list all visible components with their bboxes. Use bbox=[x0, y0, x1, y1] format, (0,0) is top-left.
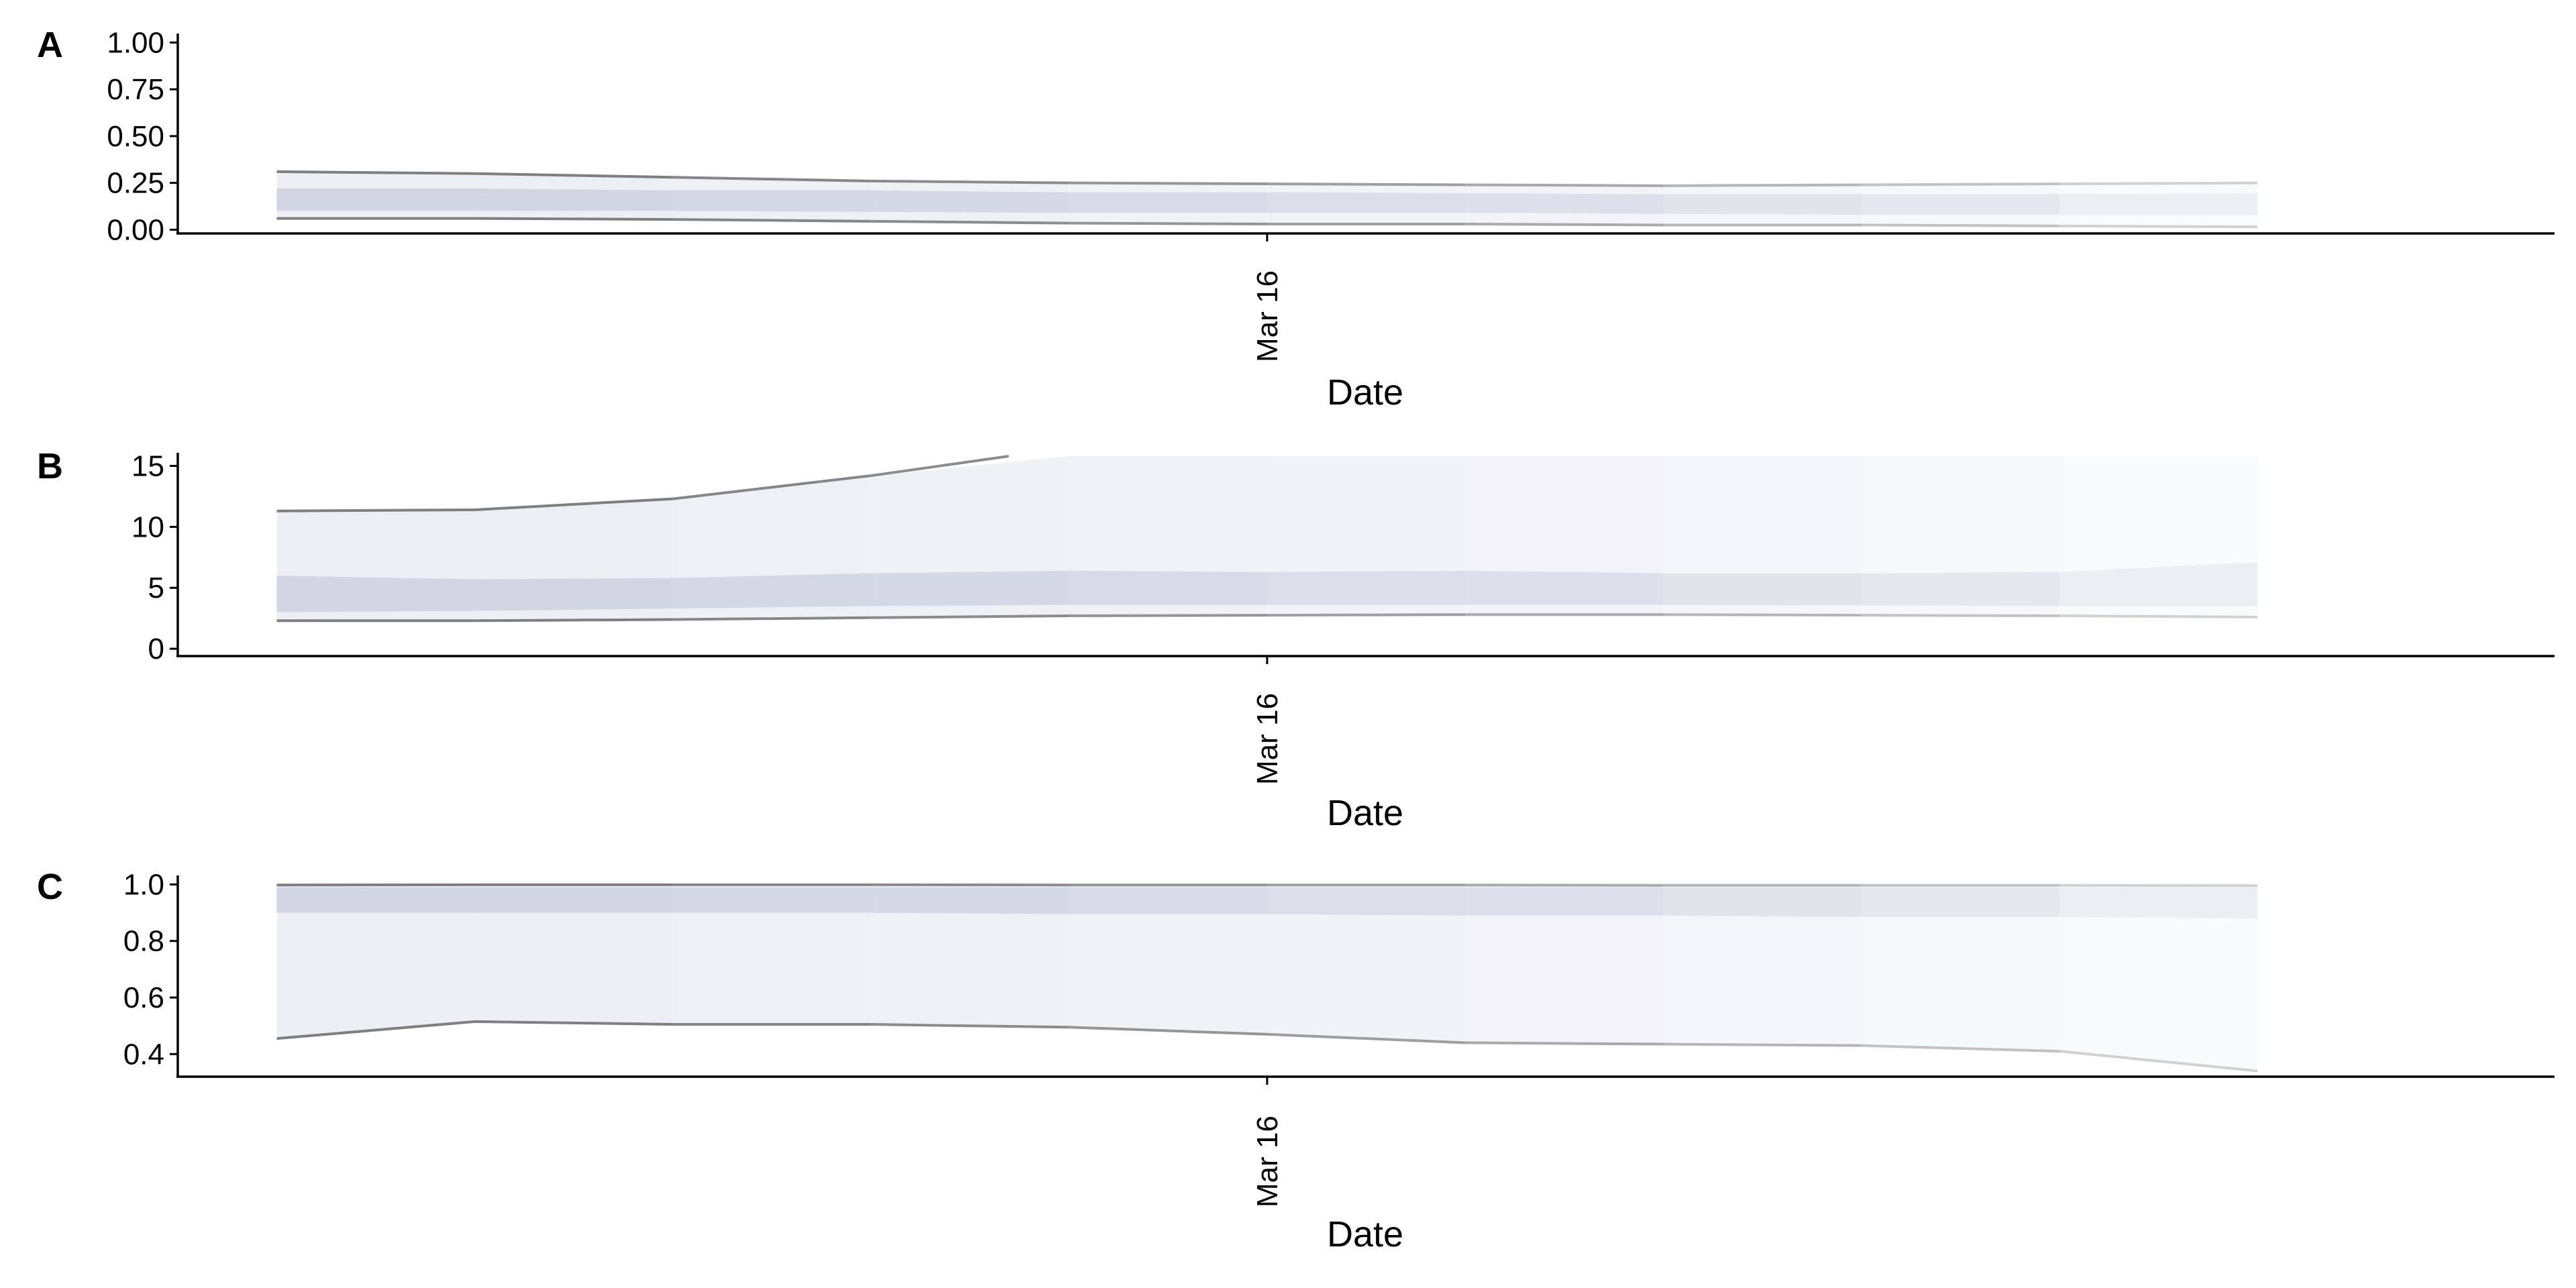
panel-a-plot bbox=[277, 172, 2258, 227]
panel-b-x-title: Date bbox=[1326, 793, 1404, 833]
panel-a-outer-lower-line bbox=[673, 219, 871, 221]
panel-a-x-tick-label: Mar 16 bbox=[1250, 270, 1284, 362]
panel-a-x-axis bbox=[176, 233, 2555, 362]
panel-b-outer-lower-line bbox=[1267, 614, 1465, 615]
panel-b-letter: B bbox=[37, 446, 63, 486]
panel-a-inner-band-segment bbox=[2059, 193, 2257, 215]
panel-c-y-tick-label: 1.0 bbox=[123, 868, 164, 902]
panel-b bbox=[37, 446, 2555, 833]
panel-a-outer-upper-line bbox=[1465, 184, 1663, 185]
panel-b-x-tick-label: Mar 16 bbox=[1250, 693, 1284, 785]
panel-b-outer-upper-line bbox=[277, 510, 475, 511]
panel-b-y-tick-label: 15 bbox=[131, 449, 164, 483]
panel-b-inner-band-segment bbox=[1267, 571, 1465, 605]
panel-b-outer-lower-line bbox=[475, 619, 673, 621]
panel-a-y-tick-label: 1.00 bbox=[107, 26, 164, 60]
panel-a-y-axis bbox=[107, 26, 178, 246]
panel-b-outer-lower-line bbox=[2059, 616, 2257, 617]
panel-a-outer-upper-line bbox=[2059, 183, 2257, 184]
panel-b-inner-band-segment bbox=[871, 571, 1069, 606]
panel-b-inner-band-segment bbox=[1465, 571, 1663, 605]
panel-a-y-tick-label: 0.50 bbox=[107, 119, 164, 153]
panel-a-outer-lower-line bbox=[1465, 224, 1663, 225]
panel-b-outer-lower-line bbox=[1862, 615, 2059, 616]
panel-a-inner-band-segment bbox=[1267, 193, 1465, 213]
panel-c-inner-band-segment bbox=[2059, 888, 2257, 918]
panel-c-y-tick-label: 0.6 bbox=[123, 981, 164, 1014]
panel-c-inner-band-segment bbox=[1862, 888, 2059, 917]
panel-b-inner-band-segment bbox=[1862, 572, 2059, 606]
panel-b-outer-lower-line bbox=[871, 616, 1069, 618]
panel-a-inner-band-segment bbox=[673, 191, 871, 212]
panel-b-outer-lower-line bbox=[673, 618, 871, 620]
panel-c-inner-band-segment bbox=[1465, 888, 1663, 916]
panel-c-inner-band-segment bbox=[1663, 888, 1861, 917]
panel-b-inner-band-segment bbox=[1069, 571, 1267, 605]
panel-c-inner-band-segment bbox=[871, 888, 1069, 914]
panel-c-y-tick-label: 0.4 bbox=[123, 1038, 164, 1071]
panel-c-inner-band-segment bbox=[1069, 888, 1267, 914]
panel-a-inner-band-segment bbox=[871, 191, 1069, 213]
panel-b-y-tick-label: 0 bbox=[148, 633, 164, 666]
panel-a-outer-lower-line bbox=[2059, 226, 2257, 227]
panel-a-outer-upper-line bbox=[277, 172, 475, 174]
panel-b-plot bbox=[277, 456, 2258, 621]
panel-c-plot bbox=[277, 885, 2258, 1071]
panel-c-inner-band-segment bbox=[1267, 888, 1465, 916]
panel-a-inner-band-segment bbox=[1663, 194, 1861, 215]
panel-a-y-tick-label: 0.75 bbox=[107, 73, 164, 107]
panel-c-outer-lower-line bbox=[1663, 1044, 1861, 1046]
panel-b-outer-lower-line bbox=[1069, 615, 1267, 616]
panel-c bbox=[37, 867, 2555, 1254]
panel-a-outer-lower-line bbox=[1069, 223, 1267, 224]
panel-a-inner-band-segment bbox=[1069, 193, 1267, 213]
panel-c-inner-band-segment bbox=[673, 888, 871, 913]
panel-b-y-axis bbox=[131, 450, 178, 666]
panel-a-outer-lower-line bbox=[871, 221, 1069, 223]
panel-c-x-tick-label: Mar 16 bbox=[1250, 1116, 1284, 1208]
panel-a-outer-upper-line bbox=[871, 181, 1069, 183]
panel-a-inner-band-segment bbox=[1465, 193, 1663, 214]
panel-c-outer-lower-line bbox=[1465, 1042, 1663, 1044]
panel-b-y-tick-label: 10 bbox=[131, 511, 164, 544]
panel-b-inner-band-segment bbox=[475, 578, 673, 611]
panel-a-outer-upper-line bbox=[1069, 183, 1267, 184]
panel-c-x-title: Date bbox=[1326, 1214, 1404, 1254]
panel-a-inner-band-segment bbox=[475, 189, 673, 211]
panel-b-outer-lower-line bbox=[1663, 614, 1861, 615]
panel-c-x-axis bbox=[176, 1077, 2555, 1208]
panel-c-letter: C bbox=[37, 867, 63, 907]
panel-b-x-axis bbox=[176, 656, 2555, 785]
panel-a-inner-band-segment bbox=[1862, 194, 2059, 215]
panel-b-y-tick-label: 5 bbox=[148, 572, 164, 605]
panel-a bbox=[37, 25, 2555, 413]
panel-a-y-tick-label: 0.00 bbox=[107, 213, 164, 247]
panel-a-y-tick-label: 0.25 bbox=[107, 166, 164, 200]
panel-c-inner-band-segment bbox=[277, 888, 475, 913]
panel-c-y-tick-label: 0.8 bbox=[123, 924, 164, 958]
panel-c-y-axis bbox=[123, 868, 178, 1077]
panel-a-x-title: Date bbox=[1326, 372, 1404, 413]
panel-a-inner-band-segment bbox=[277, 189, 475, 211]
panel-b-inner-band-segment bbox=[277, 576, 475, 612]
panel-b-inner-band-segment bbox=[673, 573, 871, 608]
panel-a-outer-upper-line bbox=[1663, 184, 1861, 185]
panel-c-inner-band-segment bbox=[475, 888, 673, 913]
panel-b-inner-band-segment bbox=[1663, 573, 1861, 605]
panel-a-letter: A bbox=[37, 25, 63, 65]
